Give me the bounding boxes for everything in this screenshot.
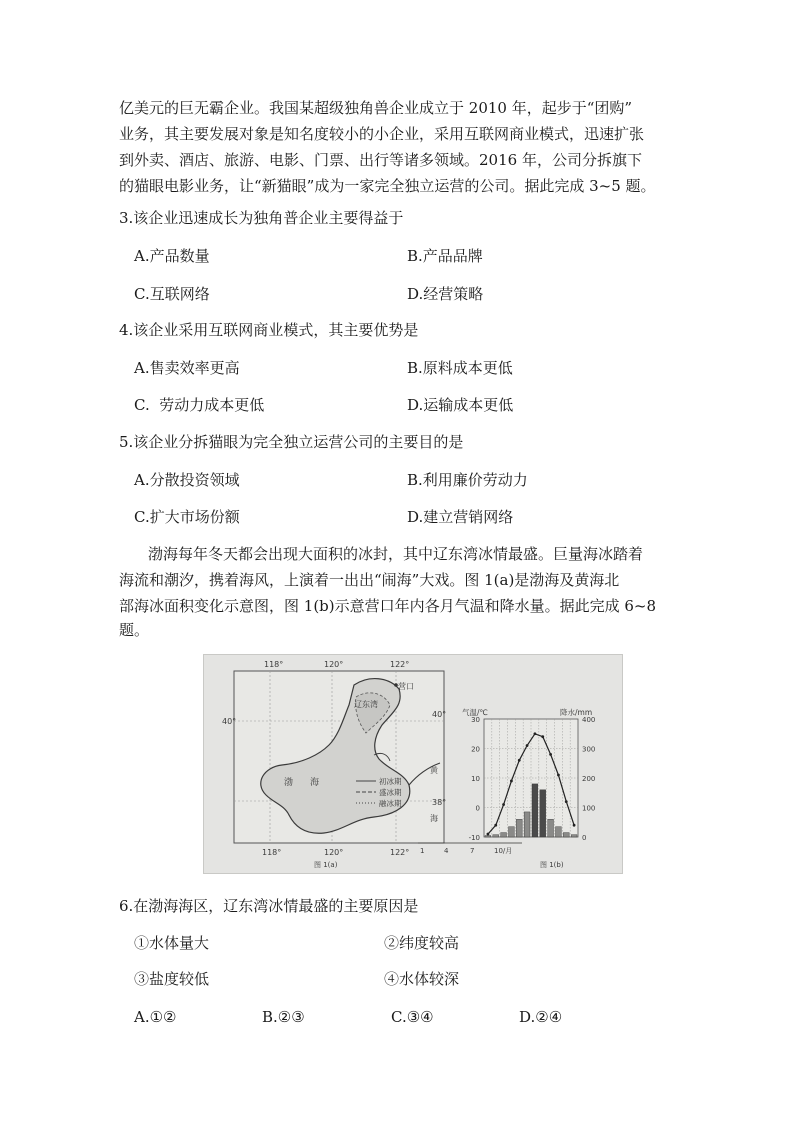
q6-item-3: ③盐度较低 xyxy=(134,970,210,988)
question-4-stem: 4.该企业采用互联网商业模式，其主要优势是 xyxy=(119,321,419,339)
left-tick-label: 0 xyxy=(475,804,480,813)
map-lat-label: 40° xyxy=(432,710,447,719)
map-lon-label: 118° xyxy=(262,848,282,857)
intro-line: 亿美元的巨无霸企业。我国某超级独角兽企业成立于 2010 年，起步于“团购” xyxy=(119,99,633,117)
q6-item-1: ①水体量大 xyxy=(134,934,210,952)
temperature-point xyxy=(573,824,576,827)
q5-option-c: C.扩大市场份额 xyxy=(134,508,240,526)
right-tick-label: 0 xyxy=(582,834,587,842)
figure-b-caption: 图 1(b) xyxy=(540,861,564,869)
right-axis-ticks xyxy=(582,716,595,842)
temperature-point xyxy=(518,759,521,762)
q3-option-d: D.经营策略 xyxy=(407,285,484,303)
precipitation-bar xyxy=(516,819,522,837)
left-tick-label: -10 xyxy=(468,834,480,842)
right-tick-label: 100 xyxy=(582,804,596,813)
question-6-stem: 6.在渤海海区，辽东湾冰情最盛的主要原因是 xyxy=(119,897,419,915)
q3-option-b: B.产品品牌 xyxy=(407,247,483,265)
passage-line: 渤海每年冬天都会出现大面积的冰封，其中辽东湾冰情最盛。巨量海冰踏着 xyxy=(148,545,644,563)
map-lon-label: 118° xyxy=(264,660,284,669)
map-lon-label: 120° xyxy=(324,848,344,857)
precipitation-bar xyxy=(485,836,491,837)
q4-option-c: C. 劳动力成本更低 xyxy=(134,396,265,414)
q3-option-c: C.互联网络 xyxy=(134,285,210,303)
q4-option-a: A.售卖效率更高 xyxy=(134,359,240,377)
q6-option-b: B.②③ xyxy=(262,1008,305,1026)
q6-item-4: ④水体较深 xyxy=(384,970,460,988)
map-lat-label: 38° xyxy=(432,798,447,807)
month-tick: 4 xyxy=(444,847,449,855)
legend-label: 盛冰期 xyxy=(379,788,402,797)
temperature-point xyxy=(557,774,560,777)
right-tick-label: 300 xyxy=(582,745,596,754)
left-axis-ticks xyxy=(469,716,480,842)
temperature-point xyxy=(510,780,513,783)
precipitation-bar xyxy=(540,790,546,837)
map-lon-label: 120° xyxy=(324,660,344,669)
chart-ylabel-left: 气温/℃ xyxy=(462,708,488,717)
precipitation-bar xyxy=(563,833,569,837)
left-tick-label: 20 xyxy=(471,745,480,754)
question-5-stem: 5.该企业分拆猫眼为完全独立运营公司的主要目的是 xyxy=(119,433,464,451)
map-lon-label: 122° xyxy=(390,848,410,857)
map-lat-label: 40° xyxy=(222,717,237,726)
precipitation-bar xyxy=(509,827,515,837)
right-tick-label: 200 xyxy=(582,775,596,783)
month-tick: 10/月 xyxy=(494,847,513,855)
temperature-point xyxy=(565,800,568,803)
precipitation-bar xyxy=(524,812,530,837)
figure-a-caption: 图 1(a) xyxy=(314,861,338,869)
question-3-stem: 3.该企业迅速成长为独角普企业主要得益于 xyxy=(119,209,404,227)
temperature-point xyxy=(502,803,505,806)
intro-line: 到外卖、酒店、旅游、电影、门票、出行等诸多领域。2016 年，公司分拆旗下 xyxy=(119,151,642,169)
q6-option-a: A.①② xyxy=(134,1008,177,1026)
temperature-point xyxy=(494,824,497,827)
legend-label: 初冰期 xyxy=(379,777,402,786)
temperature-point xyxy=(534,732,537,735)
place-huang: 黄 xyxy=(430,766,438,775)
place-liaodong-bay: 辽东湾 xyxy=(354,700,378,709)
precipitation-bar xyxy=(532,784,538,837)
precipitation-bar xyxy=(493,835,499,837)
yingkou-dot xyxy=(394,683,398,687)
month-tick: 7 xyxy=(470,847,475,855)
q5-option-a: A.分散投资领域 xyxy=(134,471,240,489)
place-hai: 海 xyxy=(310,778,320,788)
q5-option-b: B.利用廉价劳动力 xyxy=(407,471,528,489)
left-tick-label: 30 xyxy=(471,716,480,724)
temperature-point xyxy=(526,744,529,747)
q5-option-d: D.建立营销网络 xyxy=(407,508,514,526)
q3-option-a: A.产品数量 xyxy=(134,247,210,265)
precipitation-bar xyxy=(501,833,507,837)
right-tick-label: 400 xyxy=(582,716,596,724)
chart-ylabel-right: 降水/mm xyxy=(560,708,593,717)
map-legend xyxy=(356,776,402,808)
figure-1 xyxy=(203,654,623,874)
precipitation-bar xyxy=(556,827,562,837)
q6-option-c: C.③④ xyxy=(391,1008,434,1026)
passage-line: 部海冰面积变化示意图，图 1(b)示意营口年内各月气温和降水量。据此完成 6~8 xyxy=(119,597,657,615)
place-bo: 渤 xyxy=(284,778,294,788)
q6-option-d: D.②④ xyxy=(519,1008,563,1026)
precipitation-bar xyxy=(571,835,577,837)
place-hai-2: 海 xyxy=(430,814,438,823)
place-yingkou: 营口 xyxy=(398,682,414,691)
intro-line: 的猫眼电影业务，让“新猫眼”成为一家完全独立运营的公司。据此完成 3~5 题。 xyxy=(119,177,656,195)
legend-label: 融冰期 xyxy=(379,799,402,808)
temperature-point xyxy=(487,833,490,836)
figure-svg xyxy=(204,655,622,873)
passage-line: 题。 xyxy=(119,621,150,639)
ice-area-strip xyxy=(418,843,522,855)
temperature-point xyxy=(549,753,552,756)
map-lon-label: 122° xyxy=(390,660,410,669)
temperature-point xyxy=(541,735,544,738)
q6-item-2: ②纬度较高 xyxy=(384,934,460,952)
precipitation-bar xyxy=(548,819,554,837)
q4-option-d: D.运输成本更低 xyxy=(407,396,514,414)
q4-option-b: B.原料成本更低 xyxy=(407,359,513,377)
month-tick: 1 xyxy=(420,847,425,855)
left-tick-label: 10 xyxy=(471,775,480,783)
intro-line: 业务，其主要发展对象是知名度较小的小企业，采用互联网商业模式，迅速扩张 xyxy=(119,125,645,143)
passage-line: 海流和潮汐，携着海风，上演着一出出“闹海”大戏。图 1(a)是渤海及黄海北 xyxy=(119,571,620,589)
